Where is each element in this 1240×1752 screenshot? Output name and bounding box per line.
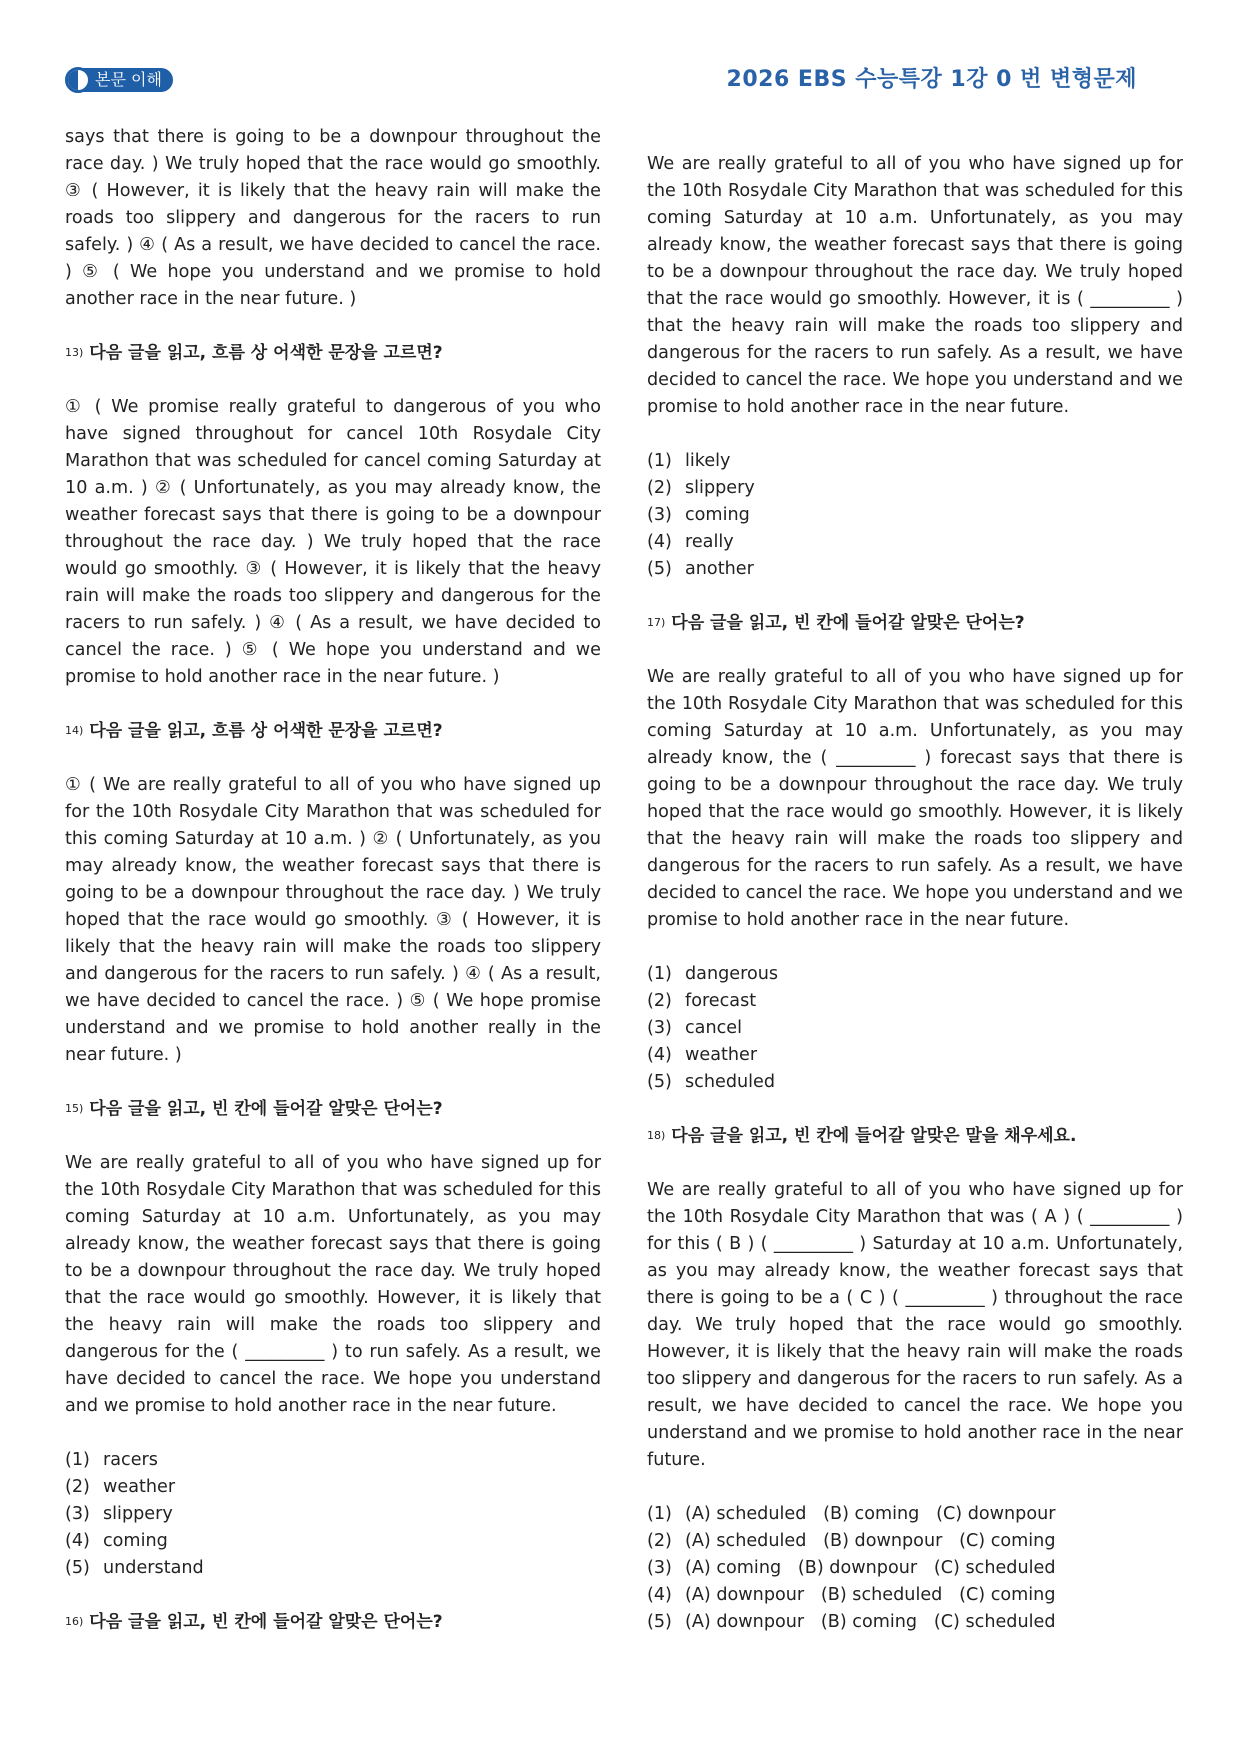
question-14 (65, 718, 601, 745)
page-title: 2026 EBS 수능특강 1강 0 번 변형문제 (726, 67, 1137, 92)
passage-13: ① ( We promise really grateful to dangerous of you who have signed throughout for cancel 10th Rosydale City Marathon that was scheduled for cancel coming Saturday at 10 a.m. ) ② ( Unfortunately, as you may already know, the weather forecast says that there is going to be a downpour throughout the race day. ) We truly hoped that the race would go smoothly. ③ ( However, it is likely that the heavy rain will make the roads too slippery and dangerous for the racers to run safely. ) ④ ( As a result, we have decided to cancel the race. ) ⑤ ( We hope you understand and we promise to hold another race in the near future. ) (65, 397, 601, 687)
question-prompt: 다음 글을 읽고, 빈 칸에 들어갈 알맞은 단어는? (89, 1612, 443, 1632)
question-number: 13) (65, 346, 84, 359)
option-item[interactable]: (4) (A) downpour (B) scheduled (C) coming (647, 1585, 1056, 1605)
option-item[interactable]: (3) cancel (647, 1018, 742, 1038)
options-17 (647, 961, 1183, 1096)
question-13 (65, 340, 601, 367)
question-number: 18) (647, 1129, 666, 1142)
right-column (647, 151, 1183, 1636)
option-item[interactable]: (4) really (647, 532, 734, 552)
question-18 (647, 1123, 1183, 1150)
passage-16: We are really grateful to all of you who have signed up for the 10th Rosydale City Marathon that was scheduled for this coming Saturday at 10 a.m. Unfortunately, as you may already know, the weather forecast says that there is going to be a downpour throughout the race day. We truly hoped that the race would go smoothly. However, it is ( _________ ) that the heavy rain will make the roads too slippery and dangerous for the racers to run safely. As a result, we have decided to cancel the race. We hope you understand and we promise to hold another race in the near future. (647, 154, 1183, 417)
header-badge (67, 68, 173, 92)
passage-15: We are really grateful to all of you who have signed up for the 10th Rosydale City Marathon that was scheduled for this coming Saturday at 10 a.m. Unfortunately, as you may already know, the weather forecast says that there is going to be a downpour throughout the race day. We truly hoped that the race would go smoothly. However, it is likely that the heavy rain will make the roads too slippery and dangerous for the ( _________ ) to run safely. As a result, we have decided to cancel the race. We hope you understand and we promise to hold another race in the near future. (65, 1153, 601, 1416)
passage-14: ① ( We are really grateful to all of you who have signed up for the 10th Rosydale City Marathon that was scheduled for this coming Saturday at 10 a.m. ) ② ( Unfortunately, as you may already know, the weather forecast says that there is going to be a downpour throughout the race day. ) We truly hoped that the race would go smoothly. ③ ( However, it is likely that the heavy rain will make the roads too slippery and dangerous for the racers to run safely. ) ④ ( As a result, we have decided to cancel the race. ) ⑤ ( We hope promise understand and we promise to hold another really in the near future. ) (65, 775, 601, 1065)
passage-18: We are really grateful to all of you who have signed up for the 10th Rosydale City Marathon that was ( A ) ( _________ ) for this ( B ) ( _________ ) Saturday at 10 a.m. Unfortunately, as you may already know, the weather forecast says that there is going to be a ( C ) ( _________ ) throughout the race day. We truly hoped that the race would go smoothly. However, it is likely that the heavy rain will make the roads too slippery and dangerous for the racers to run safely. As a result, we have decided to cancel the race. We hope you understand and we promise to hold another race in the near future. (647, 1180, 1183, 1470)
option-item[interactable]: (2) slippery (647, 478, 755, 498)
passage-17: We are really grateful to all of you who have signed up for the 10th Rosydale City Marathon that was scheduled for this coming Saturday at 10 a.m. Unfortunately, as you may already know, the ( _________ ) forecast says that there is going to be a downpour throughout the race day. We truly hoped that the race would go smoothly. However, it is likely that the heavy rain will make the roads too slippery and dangerous for the racers to run safely. As a result, we have decided to cancel the race. We hope you understand and we promise to hold another race in the near future. (647, 667, 1183, 930)
passage-continued: says that there is going to be a downpour throughout the race day. ) We truly hoped that the race would go smoothly. ③ ( However, it is likely that the heavy rain will make the roads too slippery and dangerous for the racers to run safely. ) ④ ( As a result, we have decided to cancel the race. ) ⑤ ( We hope you understand and we promise to hold another race in the near future. ) (65, 127, 601, 309)
left-column (65, 124, 601, 1636)
option-item[interactable]: (2) forecast (647, 991, 757, 1011)
question-prompt: 다음 글을 읽고, 빈 칸에 들어갈 알맞은 단어는? (89, 1099, 443, 1119)
question-prompt: 다음 글을 읽고, 흐름 상 어색한 문장을 고르면? (89, 721, 443, 741)
option-item[interactable]: (2) (A) scheduled (B) downpour (C) coming (647, 1531, 1056, 1551)
option-item[interactable]: (3) slippery (65, 1504, 173, 1524)
question-number: 17) (647, 616, 666, 629)
option-item[interactable]: (1) dangerous (647, 964, 779, 984)
option-item[interactable]: (1) (A) scheduled (B) coming (C) downpour (647, 1504, 1056, 1524)
question-16 (65, 1609, 601, 1636)
question-17 (647, 610, 1183, 637)
options-16 (647, 448, 1183, 583)
option-item[interactable]: (1) racers (65, 1450, 158, 1470)
option-item[interactable]: (5) scheduled (647, 1072, 776, 1092)
option-item[interactable]: (5) understand (65, 1558, 204, 1578)
option-item[interactable]: (5) another (647, 559, 754, 579)
question-prompt: 다음 글을 읽고, 흐름 상 어색한 문장을 고르면? (89, 343, 443, 363)
options-18 (647, 1501, 1183, 1636)
option-item[interactable]: (3) (A) coming (B) downpour (C) scheduled (647, 1558, 1056, 1578)
question-number: 16) (65, 1615, 84, 1628)
options-15 (65, 1447, 601, 1582)
question-15 (65, 1096, 601, 1123)
option-item[interactable]: (5) (A) downpour (B) coming (C) scheduled (647, 1612, 1056, 1632)
option-item[interactable]: (4) weather (647, 1045, 758, 1065)
option-item[interactable]: (1) likely (647, 451, 731, 471)
question-number: 14) (65, 724, 84, 737)
option-item[interactable]: (2) weather (65, 1477, 176, 1497)
option-item[interactable]: (3) coming (647, 505, 750, 525)
question-number: 15) (65, 1102, 84, 1115)
question-prompt: 다음 글을 읽고, 빈 칸에 들어갈 알맞은 단어는? (671, 613, 1025, 633)
question-prompt: 다음 글을 읽고, 빈 칸에 들어갈 알맞은 말을 채우세요. (671, 1126, 1077, 1146)
option-item[interactable]: (4) coming (65, 1531, 168, 1551)
badge-label: 본문 이해 (95, 70, 162, 89)
half-moon-icon (65, 67, 91, 93)
